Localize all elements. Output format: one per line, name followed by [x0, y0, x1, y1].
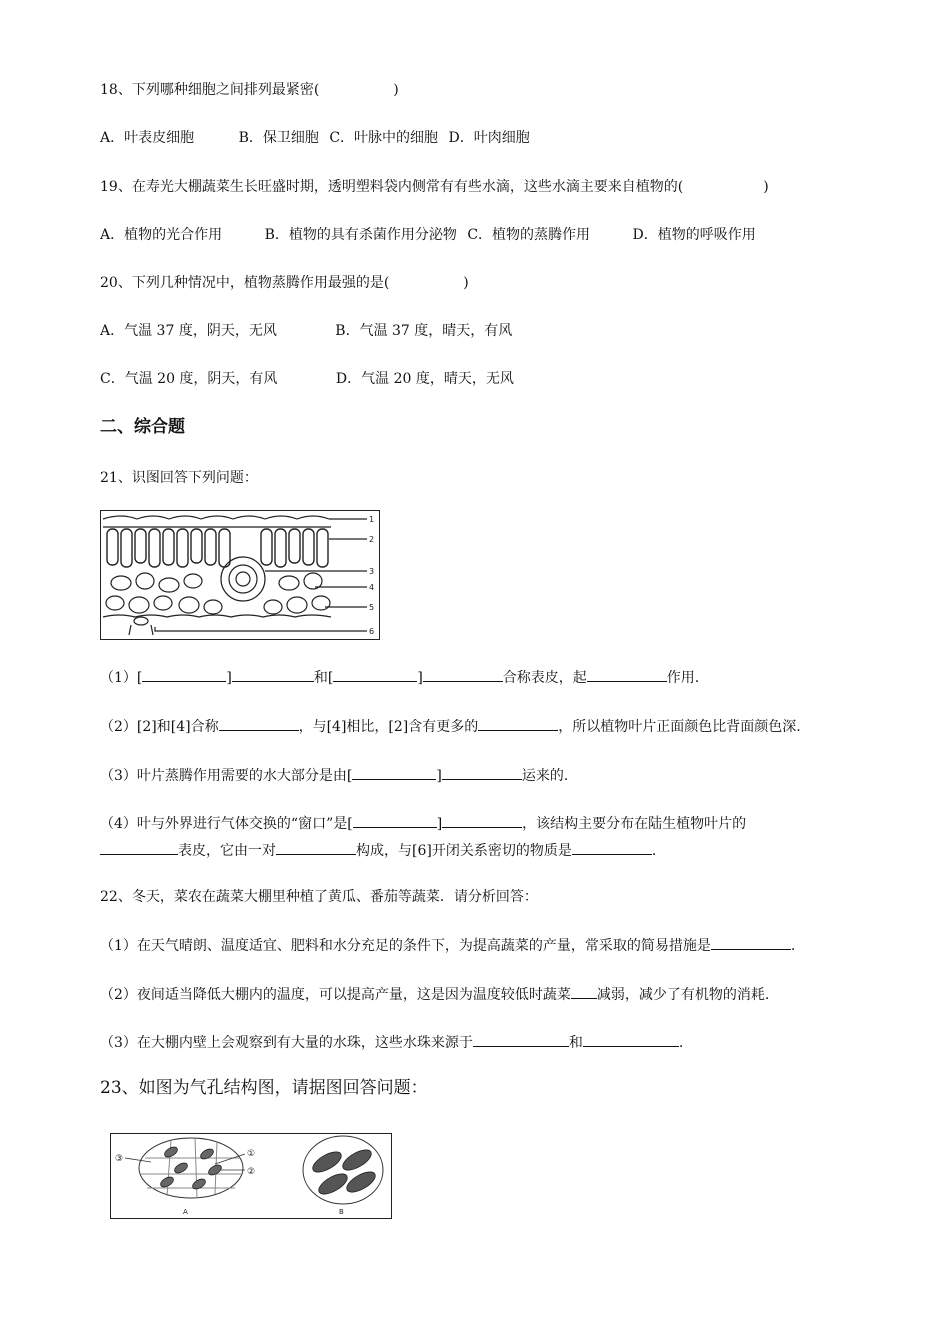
q20-option-b: B．气温 37 度，晴天，有风	[335, 323, 513, 339]
q18-stem: 18、下列哪种细胞之间排列最紧密( )	[100, 82, 399, 98]
q21-part4-line1: （4）叶与外界进行气体交换的“窗口”是[ ] ，该结构主要分布在陆生植物叶片的	[100, 813, 746, 834]
leaf-label-3: 3	[369, 567, 375, 576]
q23-stem: 23、如图为气孔结构图，请据图回答问题：	[100, 1078, 428, 1098]
q19-option-a: A．植物的光合作用	[100, 227, 223, 243]
leaf-label-4: 4	[369, 583, 375, 592]
q21-p3-blank-2[interactable]	[442, 765, 522, 780]
q21-p2-blank-1[interactable]	[219, 716, 299, 731]
q22-p3-blank-2[interactable]	[583, 1032, 679, 1047]
q22-p2-blank[interactable]	[571, 984, 597, 999]
q21-p1-blank-3[interactable]	[333, 667, 417, 682]
q18-option-a: A．叶表皮细胞	[100, 130, 195, 146]
q21-p1-blank-5[interactable]	[587, 667, 667, 682]
q22-p1-blank[interactable]	[711, 935, 791, 950]
q18-options	[100, 128, 530, 148]
leaf-cross-section-drawing	[101, 511, 379, 639]
leaf-label-2: 2	[369, 535, 375, 544]
q19-options	[100, 225, 756, 245]
q21-p4-blank-4[interactable]	[276, 840, 356, 855]
q21-part1: （1）[ ] 和[ ] 合称表皮，起 作用.	[100, 667, 699, 688]
stoma-label-a: A	[183, 1208, 188, 1216]
q21-p4-blank-1[interactable]	[353, 813, 437, 828]
q19-option-c: C．植物的蒸腾作用	[467, 227, 591, 243]
leaf-label-1: 1	[369, 515, 375, 524]
q21-p4-blank-2[interactable]	[442, 813, 522, 828]
leaf-cross-section-figure	[100, 510, 380, 640]
q19-stem: 19、在寿光大棚蔬菜生长旺盛时期，透明塑料袋内侧常有有些水滴，这些水滴主要来自植物的( )	[100, 179, 769, 195]
section-heading: 二、综合题	[100, 417, 185, 437]
leaf-label-5: 5	[369, 603, 375, 612]
q21-p1-blank-2[interactable]	[232, 667, 314, 682]
q22-stem: 22、冬天，菜农在蔬菜大棚里种植了黄瓜、番茄等蔬菜．请分析回答：	[100, 889, 538, 905]
q19-option-d: D．植物的呼吸作用	[632, 227, 756, 243]
q21-p2-blank-2[interactable]	[478, 716, 558, 731]
q20-options-row1	[100, 321, 512, 341]
stoma-label-1: ①	[247, 1149, 256, 1159]
q21-p1-blank-4[interactable]	[423, 667, 503, 682]
q21-p1-blank-1[interactable]	[142, 667, 226, 682]
q21-part3: （3）叶片蒸腾作用需要的水大部分是由[ ] 运来的.	[100, 765, 568, 786]
q22-p3-blank-1[interactable]	[473, 1032, 569, 1047]
q18-option-b: B．保卫细胞	[238, 130, 319, 146]
q21-part2: （2）[2]和[4]合称 ，与[4]相比，[2]含有更多的 ，所以植物叶片正面颜色比背面颜色深.	[100, 716, 801, 737]
stoma-label-3: ③	[115, 1154, 124, 1164]
q20-option-d: D．气温 20 度，晴天，无风	[335, 371, 514, 387]
stoma-structure-figure	[110, 1133, 392, 1219]
stoma-structure-drawing	[111, 1134, 391, 1218]
q22-part1: （1）在天气晴朗、温度适宜、肥料和水分充足的条件下，为提高蔬菜的产量，常采取的简易措施是 .	[100, 935, 795, 956]
q21-stem: 21、识图回答下列问题：	[100, 470, 258, 486]
q21-p3-blank-1[interactable]	[352, 765, 436, 780]
q22-part2: （2）夜间适当降低大棚内的温度，可以提高产量，这是因为温度较低时蔬菜 减弱，减少了有机物的消耗.	[100, 984, 769, 1005]
q20-option-a: A．气温 37 度，阴天，无风	[100, 323, 277, 339]
q18-option-d: D．叶肉细胞	[448, 130, 530, 146]
q20-stem: 20、下列几种情况中，植物蒸腾作用最强的是( )	[100, 275, 469, 291]
q22-part3: （3）在大棚内壁上会观察到有大量的水珠，这些水珠来源于 和 .	[100, 1032, 683, 1053]
leaf-label-6: 6	[369, 627, 375, 636]
q18-option-c: C．叶脉中的细胞	[329, 130, 439, 146]
stoma-label-2: ②	[247, 1167, 256, 1177]
q20-options-row2	[100, 369, 514, 389]
q21-p4-blank-5[interactable]	[572, 840, 652, 855]
stoma-label-b: B	[339, 1208, 344, 1216]
q19-option-b: B．植物的具有杀菌作用分泌物	[264, 227, 457, 243]
q21-part4-line2: 表皮，它由一对 构成，与[6]开闭关系密切的物质是 .	[100, 840, 656, 861]
q20-option-c: C．气温 20 度，阴天，有风	[100, 371, 278, 387]
q21-p4-blank-3[interactable]	[100, 840, 178, 855]
